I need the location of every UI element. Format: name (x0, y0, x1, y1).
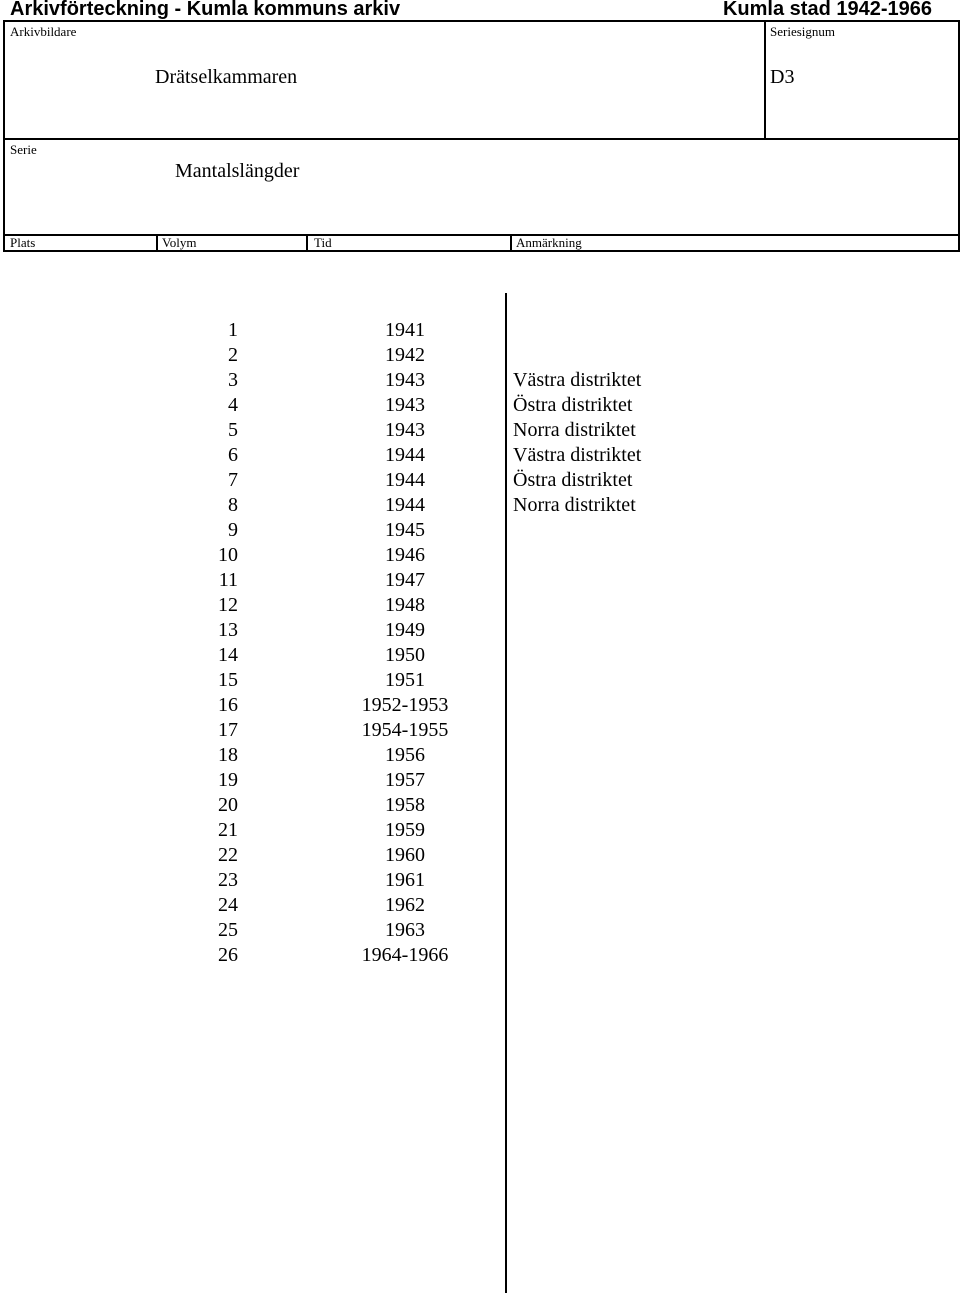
volume-period: 1944 (385, 469, 425, 491)
volume-number: 20 (218, 794, 238, 816)
arkivbildare-value: Drätselkammaren (155, 66, 298, 88)
volume-period: 1952-1953 (361, 694, 449, 716)
volume-number: 1 (228, 319, 238, 341)
volume-number: 7 (228, 469, 238, 491)
table-row (0, 768, 960, 793)
volume-period: 1961 (385, 869, 425, 891)
table-row (0, 343, 960, 368)
arkivbildare-label: Arkivbildare (10, 24, 77, 39)
volume-number: 10 (218, 544, 238, 566)
volume-note: Östra distriktet (513, 394, 633, 416)
table-row (0, 843, 960, 868)
volume-number: 13 (218, 619, 238, 641)
seriesignum-label: Seriesignum (770, 24, 835, 39)
volume-list (0, 318, 960, 968)
volume-number: 18 (218, 744, 238, 766)
volume-note: Norra distriktet (513, 419, 636, 441)
table-row (0, 468, 960, 493)
volume-period: 1964-1966 (361, 944, 449, 966)
volume-period: 1950 (385, 644, 425, 666)
table-row (0, 443, 960, 468)
table-row (0, 543, 960, 568)
volume-period: 1951 (385, 669, 425, 691)
table-row (0, 643, 960, 668)
volume-note: Västra distriktet (513, 369, 642, 391)
volume-number: 22 (218, 844, 238, 866)
volume-period: 1963 (385, 919, 425, 941)
column-header-anmarkning: Anmärkning (516, 235, 582, 250)
serie-value: Mantalslängder (175, 160, 300, 182)
series-info-box (3, 20, 960, 252)
column-header-tid: Tid (314, 235, 332, 250)
volume-number: 19 (218, 769, 238, 791)
column-divider (156, 234, 158, 252)
table-row (0, 918, 960, 943)
volume-number: 14 (218, 644, 238, 666)
volume-number: 15 (218, 669, 238, 691)
volume-number: 23 (218, 869, 238, 891)
column-header-plats: Plats (10, 235, 36, 250)
volume-note: Östra distriktet (513, 469, 633, 491)
table-row (0, 518, 960, 543)
volume-number: 24 (218, 894, 238, 916)
volume-note: Västra distriktet (513, 444, 642, 466)
serie-label: Serie (10, 142, 37, 157)
column-header-volym: Volym (162, 235, 197, 250)
table-row (0, 818, 960, 843)
document-title: Arkivförteckning - Kumla kommuns arkiv (10, 0, 401, 20)
seriesignum-value: D3 (770, 66, 795, 88)
volume-period: 1962 (385, 894, 425, 916)
column-divider (306, 234, 308, 252)
vertical-divider (764, 22, 766, 140)
volume-period: 1957 (385, 769, 425, 791)
volume-number: 25 (218, 919, 238, 941)
table-row (0, 668, 960, 693)
volume-number: 12 (218, 594, 238, 616)
table-row (0, 868, 960, 893)
volume-period: 1945 (385, 519, 425, 541)
table-row (0, 568, 960, 593)
table-row (0, 693, 960, 718)
volume-period: 1954-1955 (361, 719, 449, 741)
volume-period: 1944 (385, 444, 425, 466)
volume-number: 2 (228, 344, 238, 366)
volume-number: 4 (228, 394, 238, 416)
volume-number: 16 (218, 694, 238, 716)
table-row (0, 493, 960, 518)
horizontal-divider (5, 138, 958, 140)
table-row (0, 318, 960, 343)
volume-number: 3 (228, 369, 238, 391)
volume-number: 6 (228, 444, 238, 466)
volume-period: 1942 (385, 344, 425, 366)
table-row (0, 368, 960, 393)
volume-number: 26 (218, 944, 238, 966)
volume-number: 9 (228, 519, 238, 541)
volume-period: 1943 (385, 369, 425, 391)
table-row (0, 718, 960, 743)
volume-period: 1958 (385, 794, 425, 816)
table-row (0, 393, 960, 418)
volume-number: 11 (218, 569, 238, 591)
volume-number: 21 (218, 819, 238, 841)
table-row (0, 418, 960, 443)
table-row (0, 743, 960, 768)
table-row (0, 793, 960, 818)
volume-number: 17 (218, 719, 238, 741)
volume-period: 1946 (385, 544, 425, 566)
table-row (0, 593, 960, 618)
volume-period: 1941 (385, 319, 425, 341)
volume-period: 1959 (385, 819, 425, 841)
volume-note: Norra distriktet (513, 494, 636, 516)
volume-period: 1943 (385, 419, 425, 441)
volume-period: 1960 (385, 844, 425, 866)
volume-period: 1947 (385, 569, 425, 591)
volume-period: 1948 (385, 594, 425, 616)
table-row (0, 893, 960, 918)
table-row (0, 943, 960, 968)
volume-period: 1956 (385, 744, 425, 766)
volume-period: 1943 (385, 394, 425, 416)
table-row (0, 618, 960, 643)
volume-period: 1944 (385, 494, 425, 516)
volume-number: 8 (228, 494, 238, 516)
column-divider (510, 234, 512, 252)
horizontal-divider (5, 234, 958, 236)
volume-number: 5 (228, 419, 238, 441)
volume-period: 1949 (385, 619, 425, 641)
period-title: Kumla stad 1942-1966 (722, 0, 932, 20)
